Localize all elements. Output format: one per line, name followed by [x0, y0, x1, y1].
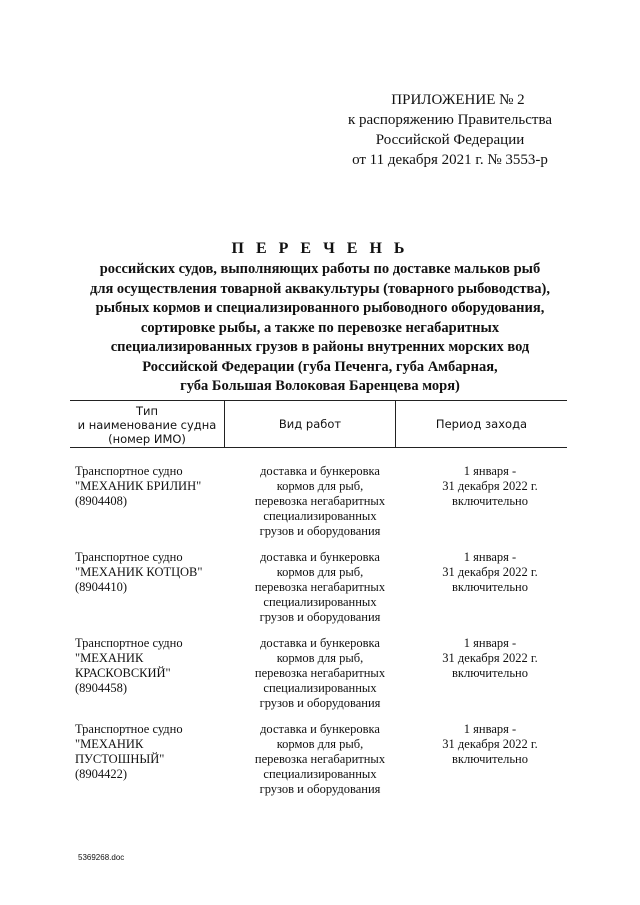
work-line: специализированных — [263, 595, 377, 609]
vessel-type: Транспортное судно — [75, 550, 183, 564]
work-cell — [235, 550, 405, 636]
work-line: кормов для рыб, — [276, 651, 364, 665]
appendix-number: ПРИЛОЖЕНИЕ № 2 — [391, 92, 525, 108]
vessel-imo: (8904458) — [75, 681, 128, 695]
period-line: включительно — [452, 752, 528, 766]
title-line: специализированных грузов в районы внутренних морских вод — [110, 339, 530, 355]
vessel-name: "МЕХАНИК БРИЛИН" — [75, 479, 202, 493]
table-header — [70, 400, 567, 448]
period-cell — [405, 550, 567, 636]
header-vessel-line: (номер ИМО) — [108, 432, 186, 446]
title-line: губа Большая Волоковая Баренцева моря) — [180, 378, 460, 394]
period-line: 1 января - — [463, 722, 517, 736]
vessel-type: Транспортное судно — [75, 464, 183, 478]
vessel-imo: (8904410) — [75, 580, 128, 594]
appendix-authority: Российской Федерации — [375, 132, 525, 148]
period-line: 31 декабря 2022 г. — [442, 565, 538, 579]
title-line: для осуществления товарной аквакультуры (товарного рыбоводства), — [89, 280, 551, 297]
vessel-cell — [70, 464, 235, 550]
vessel-cell — [70, 550, 235, 636]
vessel-name: "МЕХАНИК — [75, 651, 144, 665]
work-line: кормов для рыб, — [276, 737, 364, 751]
work-line: перевозка негабаритных — [254, 494, 386, 508]
table-body — [70, 448, 567, 808]
period-line: включительно — [452, 494, 528, 508]
vessel-imo: (8904408) — [75, 494, 128, 508]
vessel-imo: (8904422) — [75, 767, 128, 781]
work-line: специализированных — [263, 681, 377, 695]
vessel-cell — [70, 722, 235, 808]
appendix-date: от 11 декабря 2021 г. № 3553-р — [352, 152, 548, 168]
header-vessel-line: Тип — [135, 404, 159, 418]
work-line: кормов для рыб, — [276, 479, 364, 493]
period-line: 1 января - — [463, 636, 517, 650]
period-cell — [405, 464, 567, 550]
work-line: доставка и бункеровка — [260, 722, 380, 736]
work-line: перевозка негабаритных — [254, 752, 386, 766]
title-line: Российской Федерации (губа Печенга, губа Амбарная, — [142, 358, 498, 375]
vessel-name: КРАСКОВСКИЙ" — [75, 666, 171, 680]
appendix-header — [340, 90, 560, 170]
work-cell — [235, 464, 405, 550]
title-line: российских судов, выполняющих работы по доставке мальков рыб — [99, 261, 541, 277]
vessel-table — [70, 400, 567, 808]
vessel-name: "МЕХАНИК — [75, 737, 144, 751]
work-line: грузов и оборудования — [259, 610, 381, 624]
work-cell — [235, 722, 405, 808]
header-vessel-line: и наименование судна — [77, 418, 217, 432]
vessel-type: Транспортное судно — [75, 636, 183, 650]
table-row — [70, 636, 567, 722]
period-cell — [405, 722, 567, 808]
work-line: грузов и оборудования — [259, 524, 381, 538]
header-vessel — [70, 401, 225, 447]
period-cell — [405, 636, 567, 722]
vessel-type: Транспортное судно — [75, 722, 183, 736]
table-row — [70, 550, 567, 636]
work-line: грузов и оборудования — [259, 782, 381, 796]
vessel-name: "МЕХАНИК КОТЦОВ" — [75, 565, 203, 579]
header-work: Вид работ — [225, 401, 396, 447]
vessel-name: ПУСТОШНЫЙ" — [75, 752, 165, 766]
work-line: грузов и оборудования — [259, 696, 381, 710]
work-line: специализированных — [263, 767, 377, 781]
work-line: перевозка негабаритных — [254, 580, 386, 594]
work-cell — [235, 636, 405, 722]
period-line: 31 декабря 2022 г. — [442, 651, 538, 665]
document-title — [60, 238, 580, 397]
period-line: включительно — [452, 580, 528, 594]
period-line: 31 декабря 2022 г. — [442, 479, 538, 493]
work-line: кормов для рыб, — [276, 565, 364, 579]
table-row — [70, 464, 567, 550]
vessel-cell — [70, 636, 235, 722]
work-line: перевозка негабаритных — [254, 666, 386, 680]
header-period: Период захода — [435, 417, 528, 431]
footer-filename: 5369268.doc — [78, 853, 125, 862]
title-heading: П Е Р Е Ч Е Н Ь — [231, 240, 409, 257]
work-line: доставка и бункеровка — [260, 550, 380, 564]
work-line: доставка и бункеровка — [260, 636, 380, 650]
period-line: 31 декабря 2022 г. — [442, 737, 538, 751]
period-line: 1 января - — [463, 550, 517, 564]
title-line: рыбных кормов и специализированного рыбоводного оборудования, — [95, 300, 545, 316]
work-line: специализированных — [263, 509, 377, 523]
appendix-reference: к распоряжению Правительства — [347, 112, 552, 128]
table-row — [70, 722, 567, 808]
period-line: включительно — [452, 666, 528, 680]
work-line: доставка и бункеровка — [260, 464, 380, 478]
title-line: сортировке рыбы, а также по перевозке негабаритных — [140, 319, 500, 336]
period-line: 1 января - — [463, 464, 517, 478]
